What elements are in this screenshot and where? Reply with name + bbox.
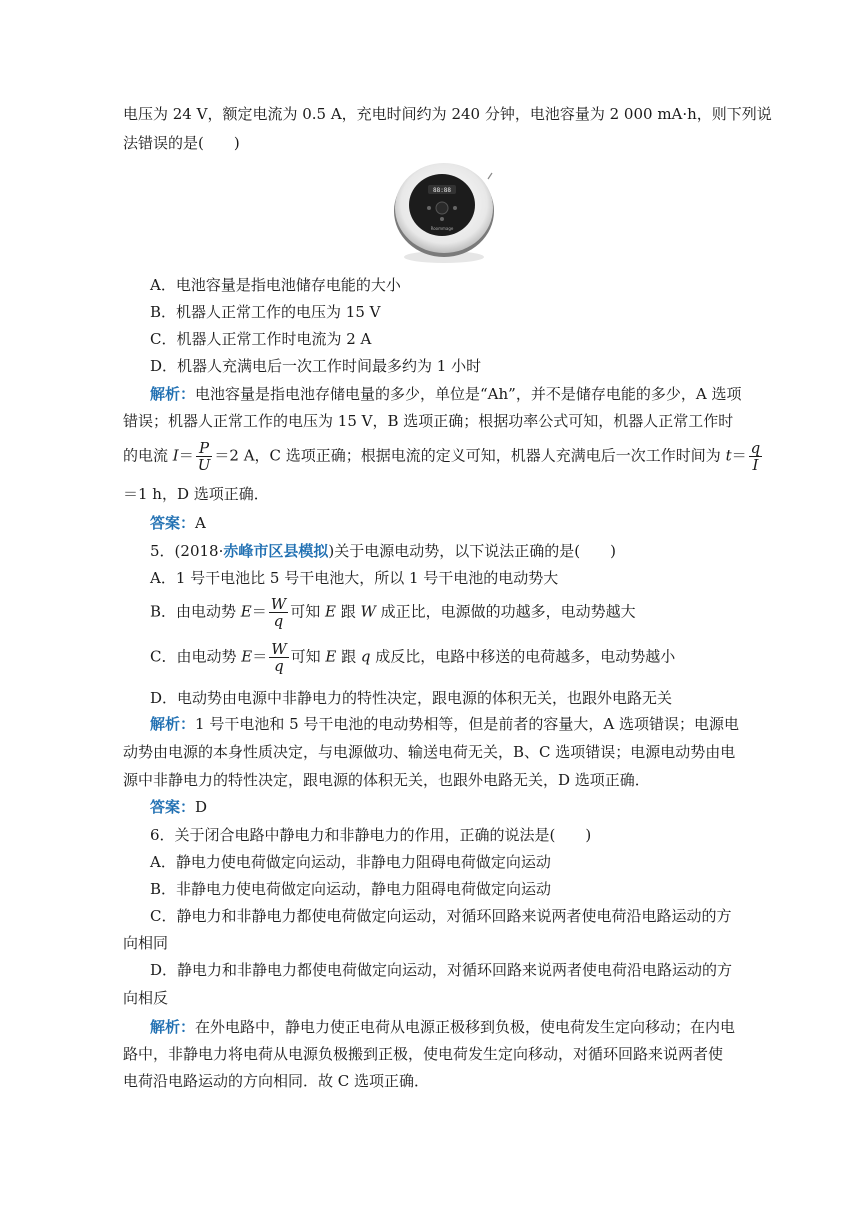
jiexi-label: 解析：	[150, 1018, 196, 1036]
q5-option-b: B．由电动势 E＝ $\frac{W}{q}$ 可知 E 跟 W 成正比，电源做的功越多，电动势越大	[150, 595, 636, 630]
q5-answer: 答案：D	[150, 798, 208, 816]
q6-option-d-line1: D．静电力和非静电力都使电荷做定向运动，对循环回路来说两者使电荷沿电路运动的方	[150, 961, 733, 979]
q6-option-c-line2: 向相同	[123, 934, 169, 952]
q5-option-a: A．1 号干电池比 5 号干电池大，所以 1 号干电池的电动势大	[150, 569, 559, 587]
q4-explanation-line3: 的电流 I＝ $\frac{P}{U}$ ＝2 A，C 选项正确；根据电流的定义可知，机器人充满电后一次工作时间为 t＝ $\frac{q}{I}$	[123, 439, 761, 474]
q6-option-b: B．非静电力使电荷做定向运动，静电力阻碍电荷做定向运动	[150, 880, 552, 898]
q4-explanation-line2: 错误；机器人正常工作的电压为 15 V，B 选项正确；根据功率公式可知，机器人正常工作时	[123, 412, 734, 430]
q5-source: 赤峰市区县模拟	[223, 542, 329, 560]
q4-option-c: C．机器人正常工作时电流为 2 A	[150, 330, 372, 348]
svg-text:88:88: 88:88	[432, 187, 452, 194]
q4-explanation-line4: ＝1 h，D 选项正确．	[123, 485, 269, 503]
q6-option-c-line1: C．静电力和非静电力都使电荷做定向运动，对循环回路来说两者使电荷沿电路运动的方	[150, 907, 732, 925]
fraction-w-over-q: $\frac{W}{q}$	[270, 595, 287, 630]
q4-answer: 答案：A	[150, 514, 206, 532]
q6-explanation-line3: 电荷沿电路运动的方向相同．故 C 选项正确．	[123, 1072, 430, 1090]
answer-label: 答案：	[150, 514, 196, 532]
q5-explanation-line1: 解析：1 号干电池和 5 号干电池的电动势相等，但是前者的容量大，A 选项错误；电源电	[150, 715, 740, 733]
answer-label: 答案：	[150, 798, 196, 816]
q5-option-d: D．电动势由电源中非静电力的特性决定，跟电源的体积无关，也跟外电路无关	[150, 689, 673, 707]
q5-explanation-line3: 源中非静电力的特性决定，跟电源的体积无关，也跟外电路无关，D 选项正确．	[123, 771, 650, 789]
q6-option-a: A．静电力使电荷做定向运动，非静电力阻碍电荷做定向运动	[150, 853, 551, 871]
q5-option-c: C．由电动势 E＝ $\frac{W}{q}$ 可知 E 跟 q 成反比，电路中移送的电荷越多，电动势越小	[150, 640, 676, 675]
q4-option-b: B．机器人正常工作的电压为 15 V	[150, 303, 381, 321]
q4-option-a: A．电池容量是指电池储存电能的大小	[150, 276, 401, 294]
q6-explanation-line2: 路中，非静电力将电荷从电源负极搬到正极，使电荷发生定向移动，对循环回路来说两者使	[123, 1045, 724, 1063]
fraction-p-over-u: $\frac{P}{U}$	[197, 439, 211, 474]
fraction-q-over-i: $\frac{q}{I}$	[750, 439, 761, 474]
q6-stem: 6．关于闭合电路中静电力和非静电力的作用，正确的说法是( )	[150, 826, 592, 844]
robot-brand-label: Roommage	[430, 226, 454, 231]
q4-explanation-line1: 解析：电池容量是指电池存储电量的多少，单位是“Ah”，并不是储存电能的多少，A 选项	[150, 385, 742, 403]
fraction-w-over-q: $\frac{W}{q}$	[271, 640, 287, 675]
robot-vacuum-image	[392, 157, 496, 267]
q6-explanation-line1: 解析：在外电路中，静电力使正电荷从电源正极移到负极，使电荷发生定向移动；在内电	[150, 1018, 736, 1036]
q4-stem-line1: 电压为 24 V，额定电流为 0.5 A，充电时间约为 240 分钟，电池容量为 2 000 mA·h，则下列说	[123, 105, 772, 123]
q4-option-d: D．机器人充满电后一次工作时间最多约为 1 小时	[150, 357, 482, 375]
jiexi-label: 解析：	[150, 385, 196, 403]
jiexi-label: 解析：	[150, 715, 196, 733]
q4-stem-line2: 法错误的是( )	[123, 134, 240, 152]
q6-option-d-line2: 向相反	[123, 989, 169, 1007]
q5-stem: 5．(2018·赤峰市区县模拟)关于电源电动势，以下说法正确的是( )	[150, 542, 616, 560]
q5-explanation-line2: 动势由电源的本身性质决定，与电源做功、输送电荷无关，B、C 选项错误；电源电动势由电	[123, 743, 736, 761]
